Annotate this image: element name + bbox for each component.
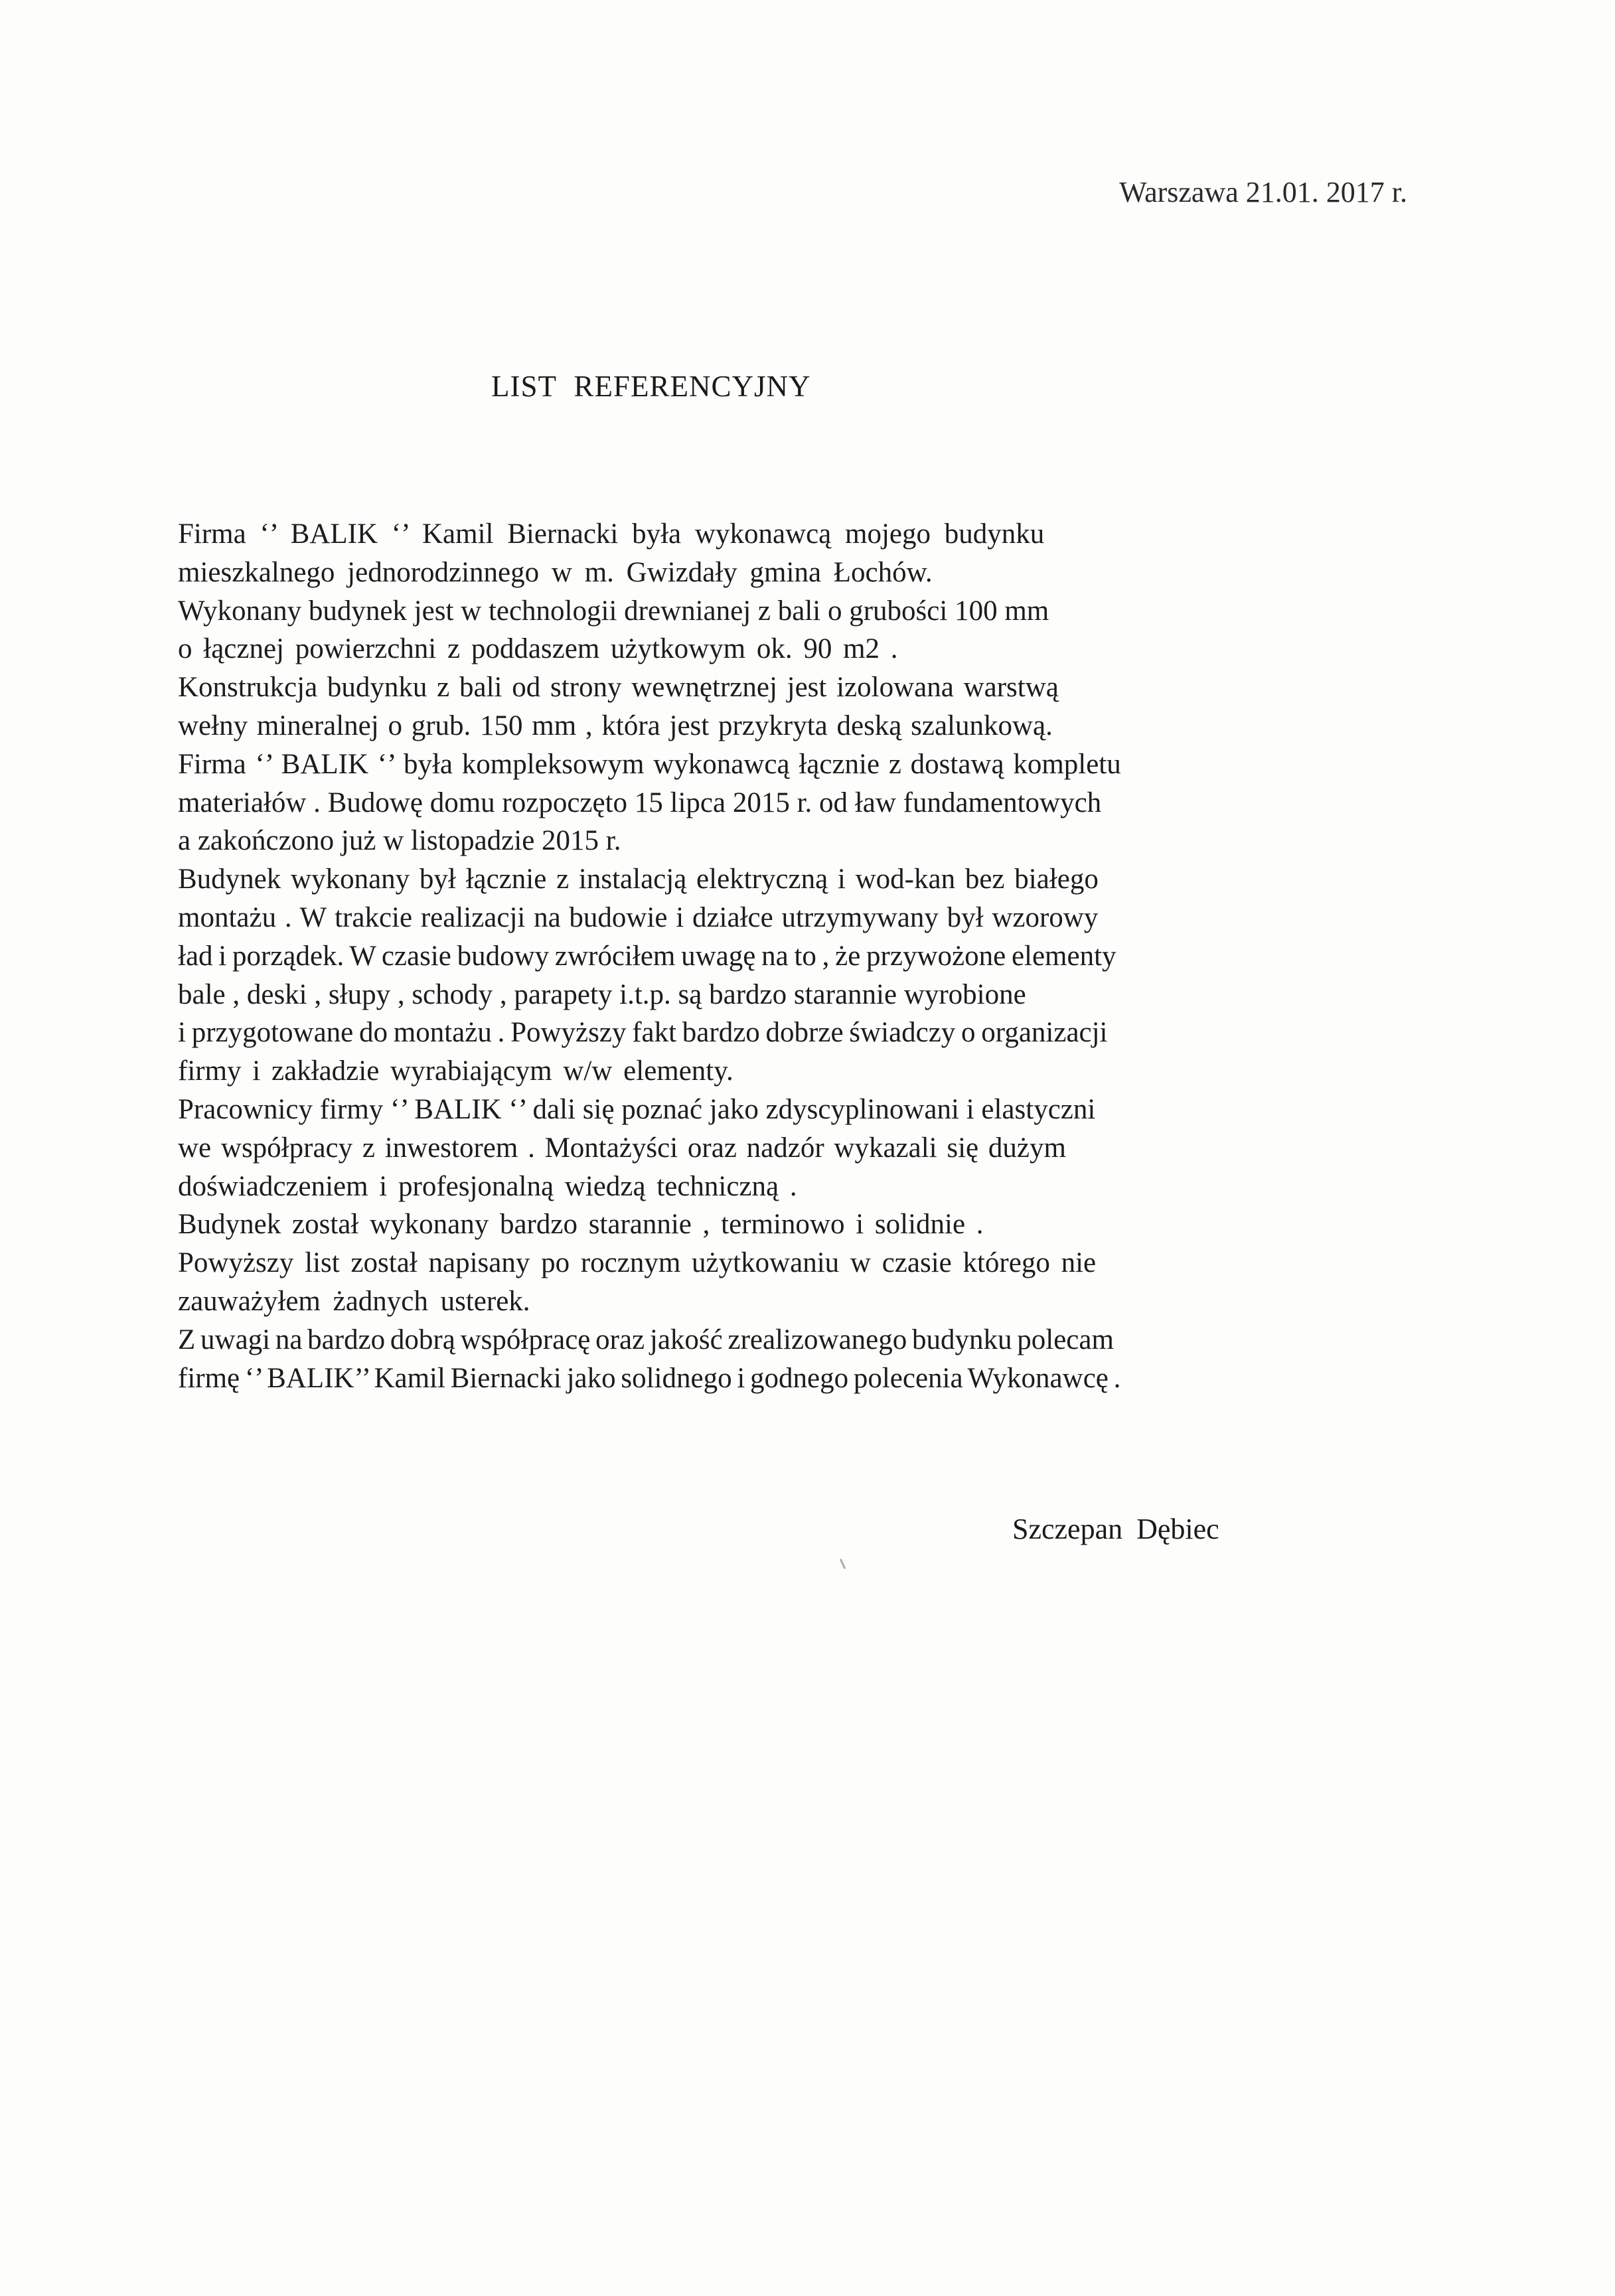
letter-body <box>178 515 1439 1397</box>
body-line: firmy i zakładzie wyrabiającym w/w elementy. <box>178 1055 733 1087</box>
body-line: Firma ‘’ BALIK ‘’ Kamil Biernacki była wykonawcą mojego budynku <box>178 518 1045 550</box>
body-line: Z uwagi na bardzo dobrą współpracę oraz jakość zrealizowanego budynku polecam <box>178 1324 1114 1355</box>
body-line: bale , deski , słupy , schody , parapety i.t.p. są bardzo starannie wyrobione <box>178 978 1026 1010</box>
body-line: ład i porządek. W czasie budowy zwróciłem uwagę na to , że przywożone elementy <box>178 940 1116 972</box>
body-line: materiałów . Budowę domu rozpoczęto 15 lipca 2015 r. od ław fundamentowych <box>178 787 1102 818</box>
body-line: a zakończono już w listopadzie 2015 r. <box>178 825 621 857</box>
body-line: we współpracy z inwestorem . Montażyści oraz nadzór wykazali się dużym <box>178 1132 1066 1164</box>
body-line: i przygotowane do montażu . Powyższy fakt bardzo dobrze świadczy o organizacji <box>178 1017 1108 1049</box>
body-line: wełny mineralnej o grub. 150 mm , która jest przykryta deską szalunkową. <box>178 710 1053 741</box>
body-line: Powyższy list został napisany po rocznym użytkowaniu w czasie którego nie <box>178 1247 1097 1279</box>
body-line: Pracownicy firmy ‘’ BALIK ‘’ dali się poznać jako zdyscyplinowani i elastyczni <box>178 1093 1096 1125</box>
body-line: o łącznej powierzchni z poddaszem użytkowym ok. 90 m2 . <box>178 633 898 665</box>
scan-speck <box>840 1559 846 1569</box>
body-line: zauważyłem żadnych usterek. <box>178 1285 530 1317</box>
body-line: firmę ‘’ BALIK’’ Kamil Biernacki jako solidnego i godnego polecenia Wykonawcę . <box>178 1362 1121 1394</box>
document-title: LIST REFERENCYJNY <box>491 370 811 403</box>
body-line: Firma ‘’ BALIK ‘’ była kompleksowym wykonawcą łącznie z dostawą kompletu <box>178 748 1121 780</box>
body-line: mieszkalnego jednorodzinnego w m. Gwizdały gmina Łochów. <box>178 556 933 588</box>
body-line: Budynek został wykonany bardzo starannie , terminowo i solidnie . <box>178 1209 984 1241</box>
place-and-date: Warszawa 21.01. 2017 r. <box>1119 176 1407 208</box>
body-line: montażu . W trakcie realizacji na budowie i działce utrzymywany był wzorowy <box>178 901 1099 933</box>
body-line: Wykonany budynek jest w technologii drewnianej z bali o grubości 100 mm <box>178 595 1049 627</box>
signature-name: Szczepan Dębiec <box>1012 1513 1219 1545</box>
body-line: Budynek wykonany był łącznie z instalacją elektryczną i wod-kan bez białego <box>178 864 1099 895</box>
body-line: doświadczeniem i profesjonalną wiedzą techniczną . <box>178 1170 797 1202</box>
body-line: Konstrukcja budynku z bali od strony wewnętrznej jest izolowana warstwą <box>178 672 1059 704</box>
